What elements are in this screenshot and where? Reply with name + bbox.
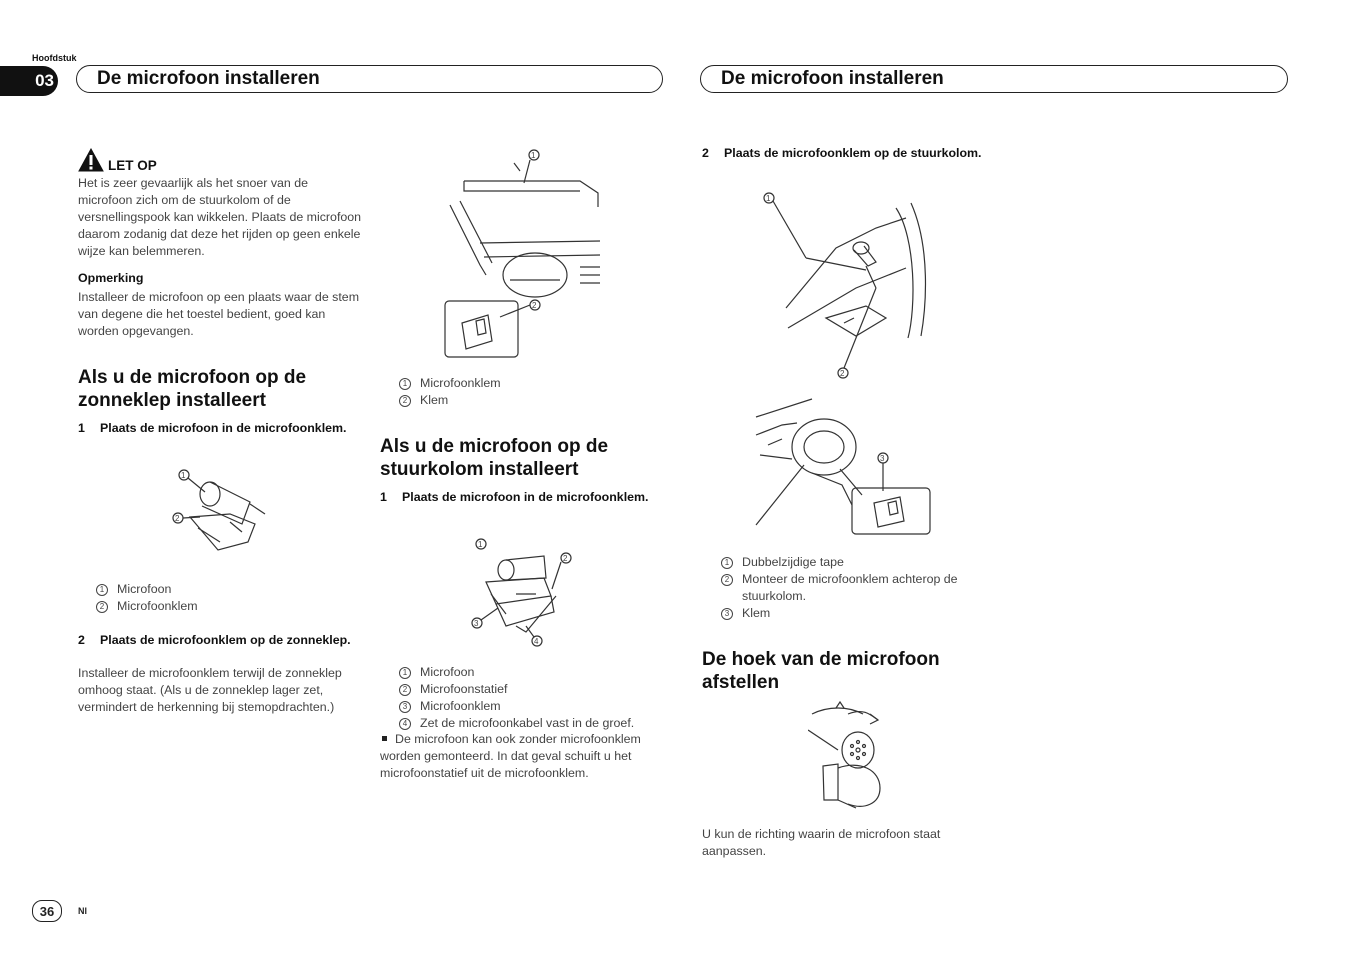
- legend-sun-visor-step1: [96, 581, 198, 615]
- legend-text: Microfoon: [420, 665, 475, 679]
- note-text: De microfoon kan ook zonder microfoonklem worden gemonteerd. In dat geval schuift u het microfoonstatief uit de microfoonklem.: [380, 732, 641, 780]
- svg-text:1: 1: [531, 151, 536, 160]
- svg-text:3: 3: [880, 454, 885, 463]
- callout-number: 2: [399, 684, 411, 696]
- callout-number: 1: [399, 378, 411, 390]
- adjust-angle-text: U kun de richting waarin de microfoon staat aanpassen.: [702, 827, 941, 858]
- legend-steering-step2: [721, 554, 971, 622]
- legend-text: Klem: [420, 393, 449, 407]
- legend-item: [721, 605, 971, 622]
- legend-text: Dubbelzijdige tape: [742, 555, 844, 569]
- svg-text:2: 2: [840, 369, 845, 378]
- legend-item: [399, 664, 634, 681]
- callout-number: 2: [96, 601, 108, 613]
- callout-number: 4: [399, 718, 411, 730]
- section-title-adjust-angle: De hoek van de microfoon afstellen: [702, 649, 940, 693]
- note-text: Installeer de microfoon op een plaats waar de stem van degene die het toestel bedient, goed kan worden opgevangen.: [78, 290, 360, 338]
- svg-text:2: 2: [175, 514, 180, 523]
- chapter-number-badge: 03: [0, 66, 58, 96]
- callout-number: 1: [399, 667, 411, 679]
- step-number: 2: [78, 633, 85, 647]
- legend-item: [399, 715, 634, 732]
- note-label: Opmerking: [78, 271, 144, 285]
- legend-item: [399, 392, 501, 409]
- language-code: Nl: [78, 906, 87, 916]
- bullet-square-icon: [382, 736, 387, 741]
- callout-number: 3: [399, 701, 411, 713]
- callout-number: 2: [721, 574, 733, 586]
- step-2-steering-column: [702, 145, 982, 162]
- svg-text:3: 3: [474, 619, 479, 628]
- svg-text:4: 4: [534, 637, 539, 646]
- legend-item: [721, 554, 971, 571]
- legend-item: [96, 581, 198, 598]
- callout-number: 1: [721, 557, 733, 569]
- step-number: 1: [380, 490, 387, 504]
- section-title-sun-visor: Als u de microfoon op de zonneklep installeert: [78, 367, 307, 411]
- step-text: Plaats de microfoon in de microfoonklem.: [100, 421, 347, 435]
- callout-number: 1: [96, 584, 108, 596]
- legend-text: Monteer de microfoonklem achterop de stuurkolom.: [742, 572, 958, 603]
- steering-column-tape-illustration: [756, 188, 931, 380]
- legend-text: Microfoonklem: [420, 699, 501, 713]
- legend-text: Zet de microfoonkabel vast in de groef.: [420, 716, 635, 730]
- step-number: 2: [702, 146, 709, 160]
- step-text: Plaats de microfoonklem op de zonneklep.: [100, 633, 351, 647]
- mic-in-clip-illustration: [170, 462, 280, 562]
- right-page-title: De microfoon installeren: [700, 65, 1288, 93]
- mic-stand-clip-illustration: [466, 534, 578, 652]
- legend-text: Microfoonklem: [420, 376, 501, 390]
- legend-item: [399, 698, 634, 715]
- legend-item: [399, 681, 634, 698]
- left-page-title: De microfoon installeren: [76, 65, 663, 93]
- legend-item: [96, 598, 198, 615]
- legend-text: Microfoonstatief: [420, 682, 508, 696]
- step-2-sun-visor: [78, 632, 362, 649]
- step-1-sun-visor: [78, 420, 362, 437]
- steering-wheel-clip-illustration: [752, 395, 934, 537]
- step-1-steering-column: [380, 489, 664, 506]
- step-text: Plaats de microfoon in de microfoonklem.: [402, 490, 649, 504]
- legend-steering-step1: [399, 664, 634, 732]
- legend-text: Klem: [742, 606, 771, 620]
- step-2-body: Installeer de microfoonklem terwijl de zonneklep omhoog staat. (Als u de zonneklep lager zet, vermindert de herkenning bij stemopdrachten.): [78, 666, 342, 714]
- callout-number: 2: [399, 395, 411, 407]
- mount-without-clip-note: [380, 731, 666, 782]
- page-number: 36: [32, 900, 62, 922]
- svg-text:2: 2: [563, 554, 568, 563]
- section-title-steering-column: Als u de microfoon op de stuurkolom installeert: [380, 436, 609, 480]
- legend-sun-visor-clip: [399, 375, 501, 409]
- legend-text: Microfoonklem: [117, 599, 198, 613]
- sun-visor-clip-illustration: [440, 145, 602, 360]
- caution-label: LET OP: [108, 158, 157, 173]
- caution-text: Het is zeer gevaarlijk als het snoer van de microfoon zich om de stuurkolom of de versnellingspook kan wikkelen. Plaats de microfoon daarom zodanig dat deze het rijden op geen enkele wijze kan belemmeren.: [78, 176, 362, 258]
- callout-number: 3: [721, 608, 733, 620]
- legend-text: Microfoon: [117, 582, 172, 596]
- chapter-label: Hoofdstuk: [32, 53, 77, 63]
- step-text: Plaats de microfoonklem op de stuurkolom.: [724, 146, 982, 160]
- svg-text:2: 2: [532, 301, 537, 310]
- svg-text:1: 1: [766, 194, 771, 203]
- mic-angle-illustration: [808, 700, 888, 812]
- legend-item: [399, 375, 501, 392]
- legend-item: [721, 571, 971, 605]
- svg-text:1: 1: [478, 540, 483, 549]
- svg-text:1: 1: [181, 471, 186, 480]
- warning-icon: [78, 148, 104, 172]
- step-number: 1: [78, 421, 85, 435]
